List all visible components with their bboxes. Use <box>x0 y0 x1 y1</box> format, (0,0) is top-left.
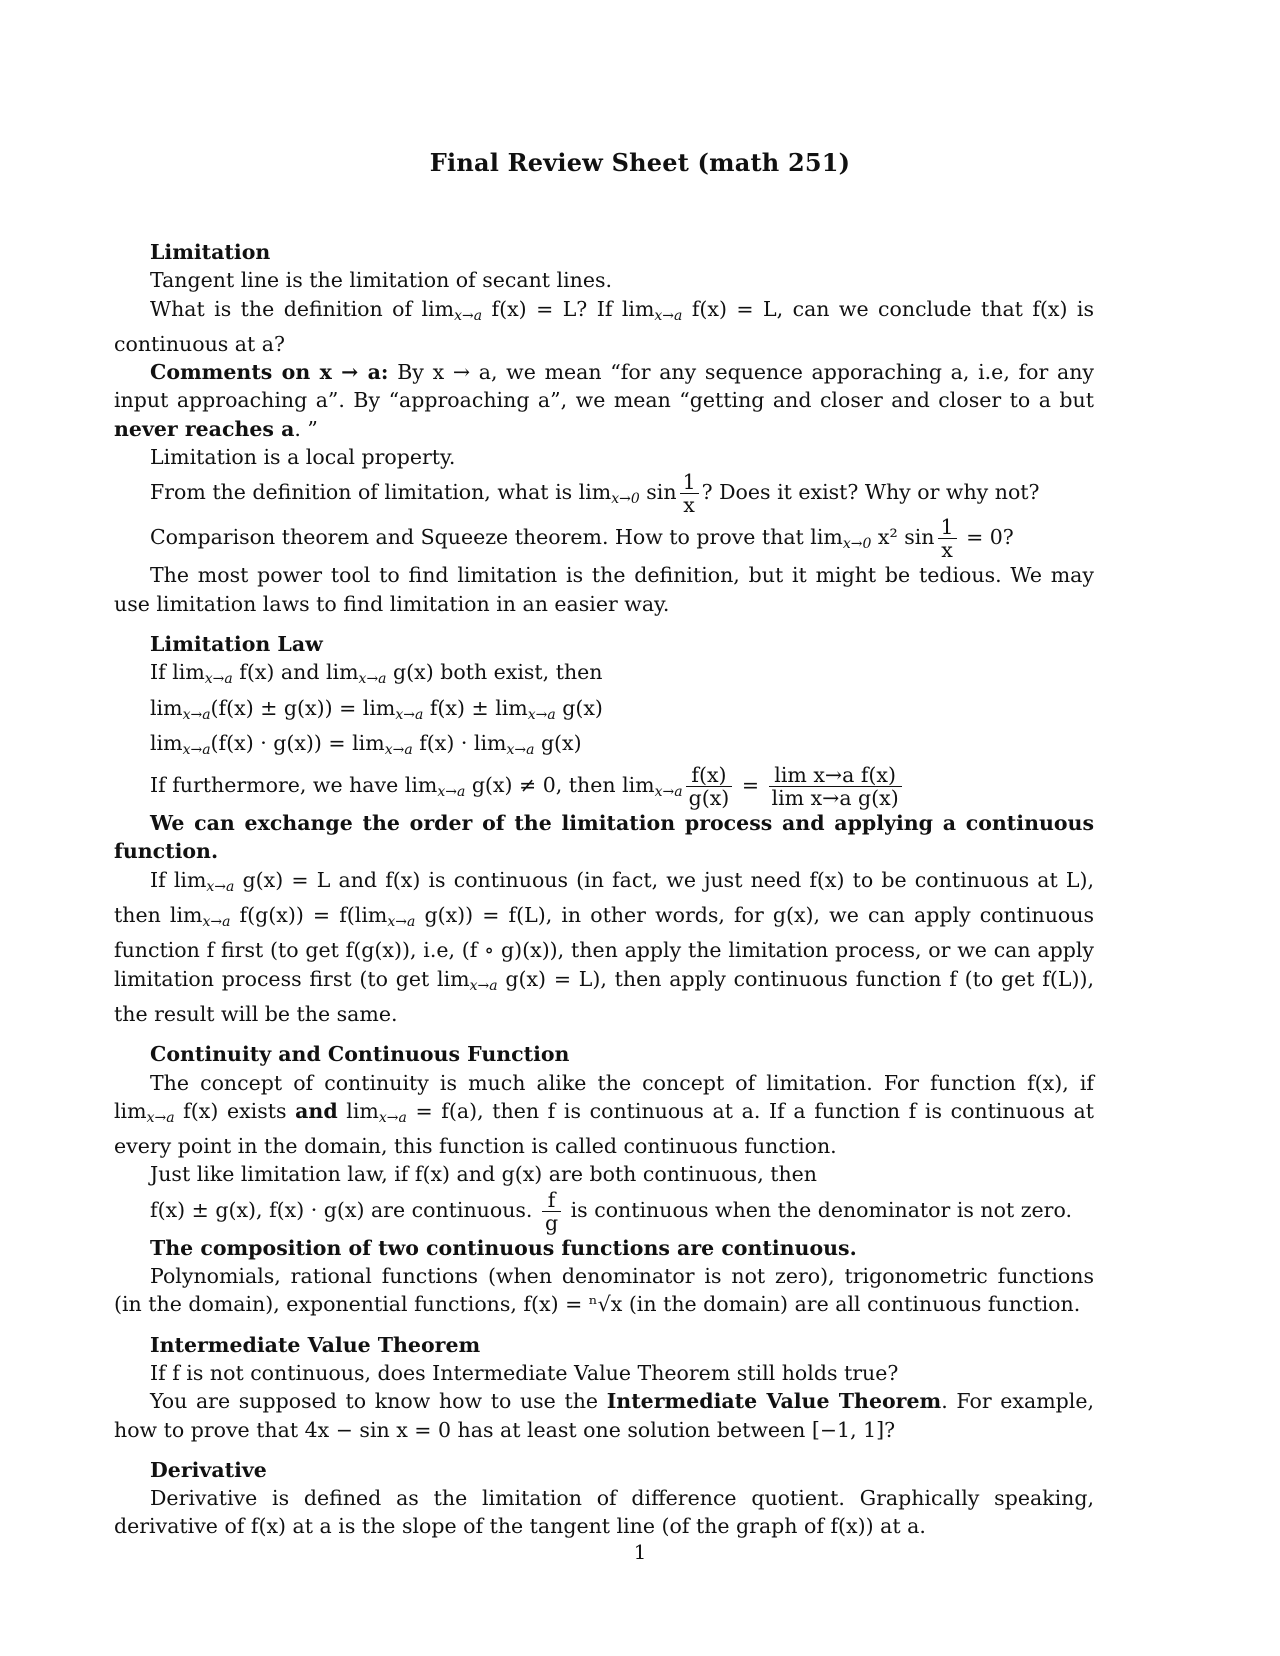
fraction: $\frac{\text{lim x→a f(x)}}{\text{lim x→a g(x)}}$ <box>769 764 902 809</box>
bold-statement: The composition of two continuous functions are continuous. <box>150 1235 857 1260</box>
paragraph: Derivative is defined as the limitation of difference quotient. Graphically speaking, derivative of f(x) at a is the slope of the tangent line (of the graph of f(x)) at a. <box>114 1486 1094 1539</box>
fraction: $\frac{f}{g}$ <box>542 1189 561 1234</box>
paragraph: f(x) ± g(x), f(x) · g(x) are continuous. $\frac{f}{g}$ is continuous when the denominator is not zero. <box>150 1187 1072 1235</box>
document-body <box>114 238 1094 1541</box>
section-heading-limitation-law: Limitation Law <box>150 631 323 656</box>
paragraph: Tangent line is the limitation of secant lines. <box>150 268 613 293</box>
law-line: $\lim_{x\to a}(f(x) \pm g(x)) = \lim_{x\to a} f(x) \pm \lim_{x\to a} g(x)$ <box>150 695 603 723</box>
paragraph: The concept of continuity is much alike the concept of limitation. For function f(x), if $\lim_{x\to a} f(x)$ exists and $\lim_{x\to a} = f(a)$, then f is continuous at a. If a function f is continuous at every point in the domain, this function is called continuous function. <box>114 1070 1094 1159</box>
law-line: If $\lim_{x\to a} f(x)$ and $\lim_{x\to a} g(x)$ both exist, then <box>150 660 603 688</box>
paragraph: If f is not continuous, does Intermediate Value Theorem still holds true? <box>150 1360 899 1385</box>
section-heading-ivt: Intermediate Value Theorem <box>150 1332 481 1357</box>
paragraph: Comments on x → a: By x → a, we mean “for any sequence apporaching a, i.e, for any input approaching a”. By “approaching a”, we mean “getting and closer and closer to a but never reaches a. ” <box>114 360 1094 441</box>
section-continuity <box>114 1040 1094 1318</box>
section-limitation-law <box>114 630 1094 1028</box>
fraction: $\frac{1}{x}$ <box>680 471 699 516</box>
section-heading-continuity: Continuity and Continuous Function <box>150 1042 570 1067</box>
paragraph: What is the definition of $\lim_{x\to a} f(x) = L$? If $\lim_{x\to a} f(x) = L$, can we conclude that f(x) is continuous at a? <box>114 296 1094 356</box>
page-title: Final Review Sheet (math 251) <box>429 148 851 177</box>
law-line: $\lim_{x\to a}(f(x) \cdot g(x)) = \lim_{x\to a} f(x) \cdot \lim_{x\to a} g(x)$ <box>150 730 582 758</box>
section-heading-limitation: Limitation <box>150 240 271 264</box>
law-line: If furthermore, we have $\lim_{x\to a} g(x) \ne 0$, then $\lim_{x\to a}$ $\frac{f(x)}{g(x)}$ = $\frac{\text{lim x→a f(x)}}{\text{lim x→a g(x)}}$ <box>114 764 1094 809</box>
section-ivt <box>114 1331 1094 1444</box>
paragraph: Polynomials, rational functions (when denominator is not zero), trigonometric functions (in the domain), exponential functions, f(x) = ⁿ√x (in the domain) are all continuous function. <box>114 1264 1094 1317</box>
paragraph: Just like limitation law, if f(x) and g(x) are both continuous, then <box>150 1162 818 1187</box>
paragraph: The most power tool to find limitation is the definition, but it might be tedious. We may use limitation laws to find limitation in an easier way. <box>114 563 1094 616</box>
paragraph: If $\lim_{x\to a} g(x) = L$ and f(x) is continuous (in fact, we just need f(x) to be continuous at L), then $\lim_{x\to a} f(g(x)) = f(\lim_{x\to a}$ g(x)) = f(L), in other words, for g(x), we can apply continuous function f first (to get f(g(x)), i.e, (f ∘ g)(x)), then apply the limitation process, or we can apply limitation process first (to get $\lim_{x\to a} g(x) = L$), then apply continuous function f (to get f(L)), the result will be the same. <box>114 867 1094 1026</box>
fraction: $\frac{f(x)}{g(x)}$ <box>686 764 733 809</box>
section-derivative <box>114 1456 1094 1541</box>
fraction: $\frac{1}{x}$ <box>938 516 957 561</box>
paragraph: You are supposed to know how to use the Intermediate Value Theorem. For example, how to prove that 4x − sin x = 0 has at least one solution between [−1, 1]? <box>114 1389 1094 1442</box>
paragraph: Limitation is a local property. <box>150 445 456 470</box>
section-heading-derivative: Derivative <box>150 1457 267 1482</box>
paragraph: From the definition of limitation, what is $\lim_{x\to 0} \sin$ $\frac{1}{x}$ ? Does it exist? Why or why not? <box>150 470 1040 518</box>
page-number: 1 <box>633 1540 647 1564</box>
paragraph: Comparison theorem and Squeeze theorem. How to prove that $\lim_{x\to 0} x^2$ sin $\frac{1}{x}$ = 0? <box>150 515 1014 563</box>
section-limitation <box>114 238 1094 618</box>
bold-statement: We can exchange the order of the limitation process and applying a continuous function. <box>114 811 1094 864</box>
